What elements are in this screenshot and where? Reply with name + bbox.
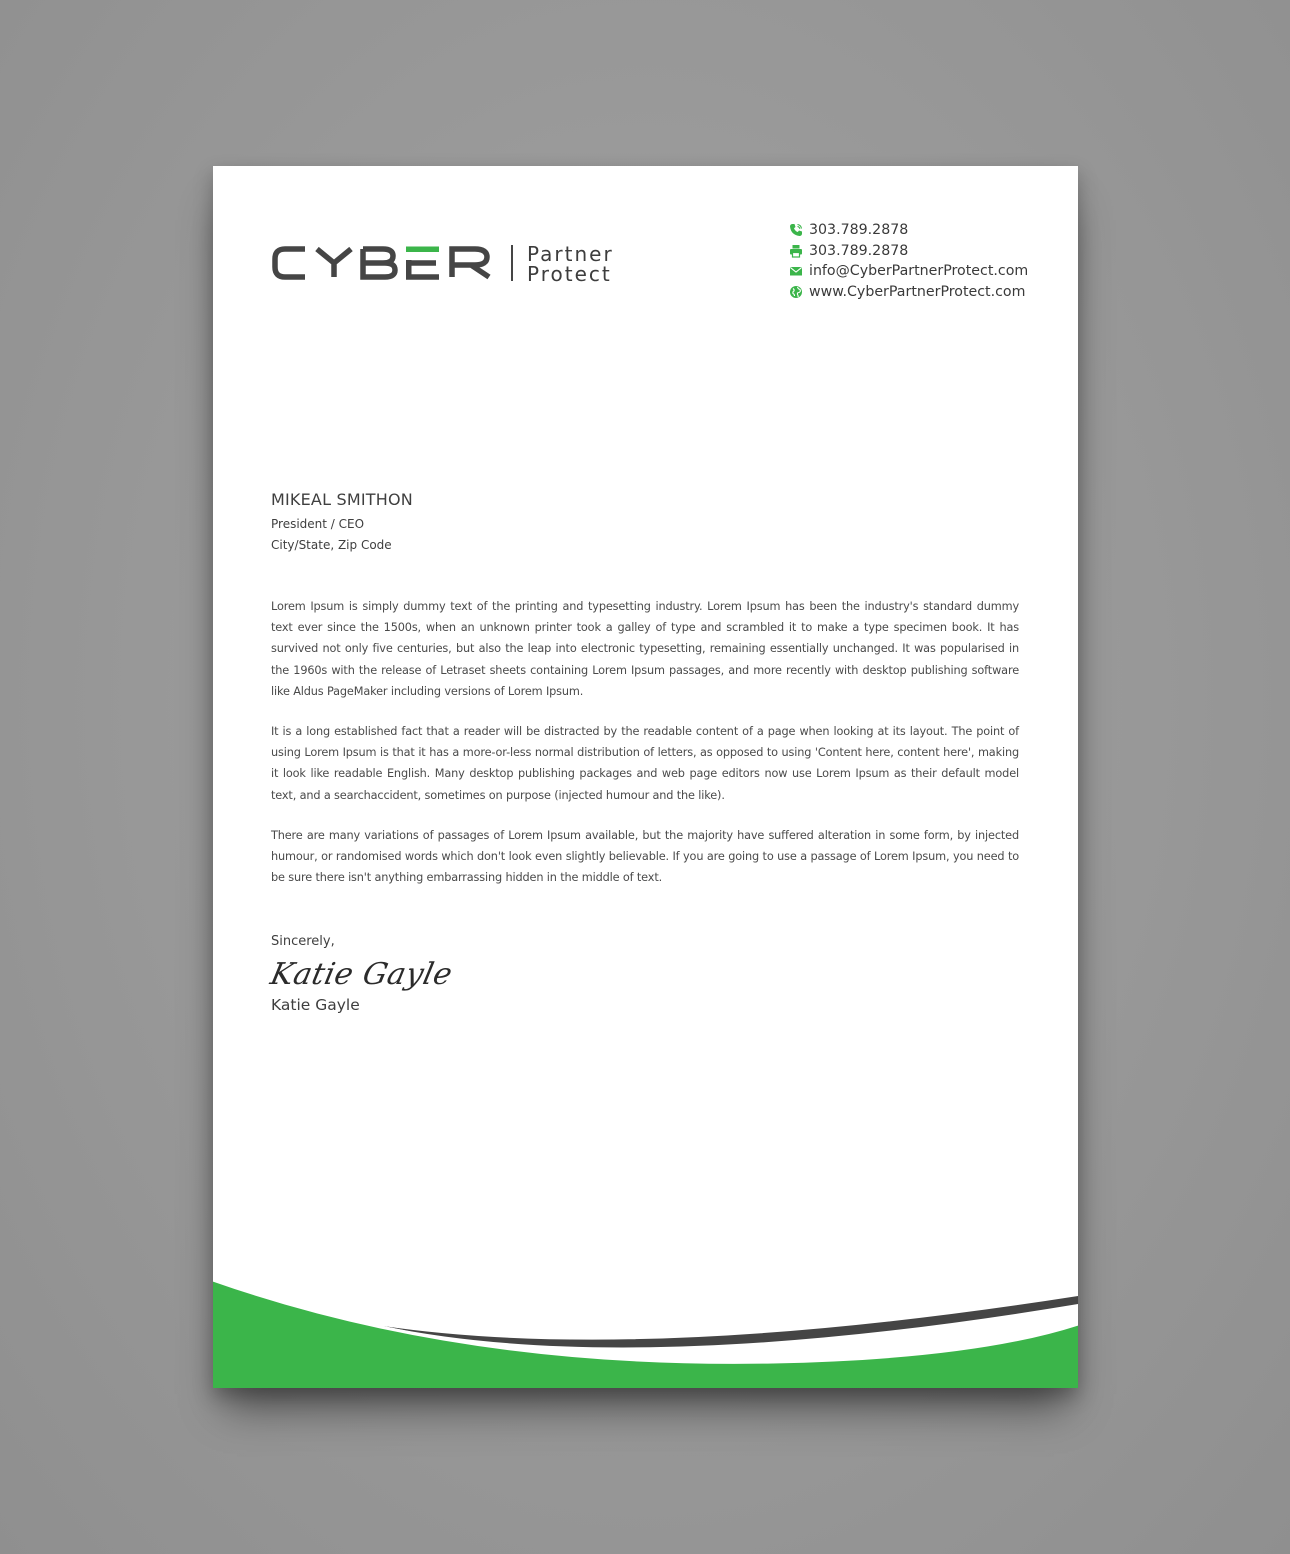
printer-icon (789, 244, 803, 258)
globe-icon (789, 285, 803, 299)
letterhead-page (213, 166, 1078, 1388)
contact-phone (789, 220, 1028, 241)
contact-block (789, 220, 1028, 302)
body-paragraph: It is a long established fact that a reader will be distracted by the readable content of a page when looking at its layout. The point of using Lorem Ipsum is that it has a more-or-less normal distribution of letters, as opposed to using 'Content here, content here', making it look like readable English. Many desktop publishing packages and web page editors now use Lorem Ipsum as their default model text, and a searchaccident, sometimes on purpose (injected humour and the like). (271, 725, 1019, 802)
signer-name: Katie Gayle (271, 996, 360, 1014)
contact-fax (789, 241, 1028, 262)
recipient-name: MIKEAL SMITHON (271, 490, 413, 509)
letter-body (271, 596, 1019, 907)
recipient-location: City/State, Zip Code (271, 538, 392, 552)
salutation: Sincerely, (271, 934, 335, 949)
contact-fax-text: 303.789.2878 (809, 242, 909, 259)
logo-tagline (527, 244, 614, 284)
envelope-icon (789, 264, 803, 278)
contact-email (789, 261, 1028, 282)
contact-website (789, 282, 1028, 303)
handwritten-signature: Katie Gayle (267, 957, 456, 992)
closing-block (267, 934, 456, 1014)
company-logo (271, 240, 614, 286)
body-paragraph: Lorem Ipsum is simply dummy text of the printing and typesetting industry. Lorem Ipsum has been the industry's standard dummy text ever since the 1500s, when an unknown printer took a galley of type and scrambled it to make a type specimen book. It has survived not only five centuries, but also the leap into electronic typesetting, remaining essentially unchanged. It was popularised in the 1960s with the release of Letraset sheets containing Lorem Ipsum passages, and more recently with desktop publishing software like Aldus PageMaker including versions of Lorem Ipsum. (271, 600, 1019, 698)
contact-email-text: info@CyberPartnerProtect.com (809, 263, 1029, 280)
footer-wave (213, 1276, 1078, 1388)
recipient-block (271, 490, 413, 556)
contact-phone-text: 303.789.2878 (809, 222, 909, 239)
body-paragraph: There are many variations of passages of Lorem Ipsum available, but the majority have suffered alteration in some form, by injected humour, or randomised words which don't look even slightly believable. If you are going to use a passage of Lorem Ipsum, you need to be sure there isn't anything embarrassing hidden in the middle of text. (271, 828, 1019, 885)
phone-icon (789, 223, 803, 237)
recipient-title: President / CEO (271, 517, 365, 531)
cyber-wordmark (271, 243, 493, 283)
logo-sub-line1: Partner (527, 242, 614, 266)
logo-divider (511, 245, 513, 281)
logo-sub-line2: Protect (527, 262, 612, 286)
contact-website-text: www.CyberPartnerProtect.com (809, 283, 1026, 300)
